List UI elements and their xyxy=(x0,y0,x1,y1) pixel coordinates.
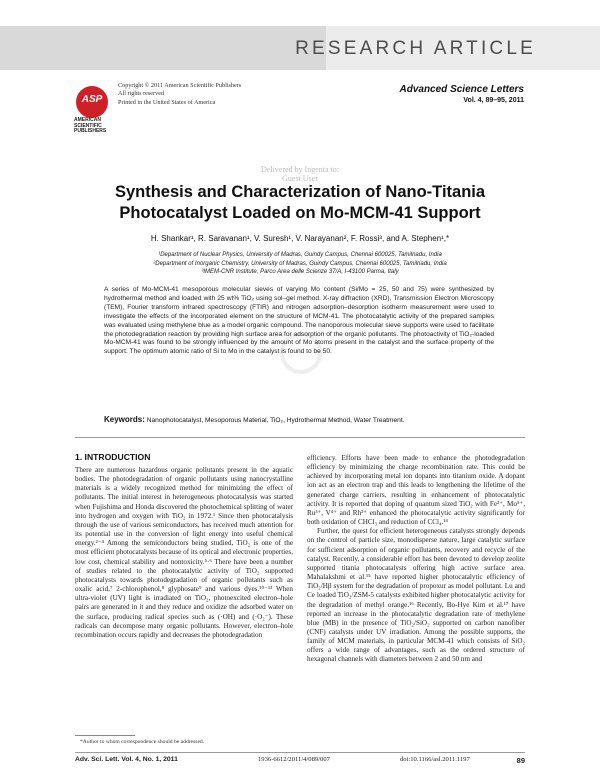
paper-title xyxy=(80,182,520,224)
article-type-label: RESEARCH ARTICLE xyxy=(295,38,536,59)
title-line: Photocatalyst Loaded on Mo-MCM-41 Support xyxy=(119,204,481,222)
keywords xyxy=(104,415,494,424)
copyright-line: Copyright © 2011 American Scientific Publishers xyxy=(118,82,242,89)
keywords-text: Nanophotocatalyst, Mesoporous Material, TiO₂, Hydrothermal Method, Water Treatment. xyxy=(146,417,405,424)
watermark-line: Delivered by Ingenta to: xyxy=(261,165,339,174)
affiliation: ²Department of Inorganic Chemistry, University of Madras, Guindy Campus, Chennai 600025, Tamilnadu, India xyxy=(153,260,447,267)
keywords-label: Keywords: xyxy=(104,415,145,424)
footer-divider xyxy=(75,752,525,753)
copyright-notice xyxy=(118,82,241,107)
right-column xyxy=(307,454,525,665)
affiliation: ³IMEM-CNR Institute, Parco Area delle Scienze 37/A, I-43100 Parma, Italy xyxy=(201,269,399,276)
copyright-line: Printed in the United States of America xyxy=(118,98,216,106)
delivery-watermark xyxy=(0,165,600,183)
copyright-line: All rights reserved xyxy=(118,90,165,98)
author-list: H. Shankar¹, R. Saravanan¹, V. Suresh¹, V. Narayanan², F. Rossi³, and A. Stephen¹,* xyxy=(150,234,450,243)
affiliation: ¹Department of Nuclear Physics, University of Madras, Guindy Campus, Chennai 600025, Tamilnadu, India xyxy=(158,252,442,258)
logo-letters: ASP xyxy=(81,94,103,105)
left-column xyxy=(75,466,293,640)
header-banner xyxy=(0,26,600,70)
logo-text-line: SCIENTIFIC xyxy=(74,122,102,129)
journal-name: Advanced Science Letters xyxy=(399,84,524,95)
logo-text-line: PUBLISHERS xyxy=(74,128,107,135)
banner-bar-left xyxy=(0,26,326,70)
watermark-line: Guest User xyxy=(282,174,318,183)
section-divider xyxy=(75,437,525,438)
footnote: *Author to whom correspondence should be addressed. xyxy=(80,739,205,745)
footer-citation: Adv. Sci. Lett. Vol. 4, No. 1, 2011 xyxy=(75,756,178,763)
body-paragraph: efficiency. Efforts have been made to enhance the photodegradation efficiency by minimizing the charge recombination rate. This could be achieved by incorporating metal ion dopants into titanium oxide. A dopant ion act as an electron trap and this leads to lengthening the lifetime of the generated charge carriers, resulting in enhancement of photocatalytic activity. It is reported that doping of quantum sized TiO₂ with Fe³⁺, Mo⁵⁺, Ru³⁺, V⁴⁺ and Rh³⁺ enhanced the photocatalytic activity significantly for both oxidation of CHCl₃ and reduction of CCl₄.¹⁴ xyxy=(307,454,525,527)
logo-text-line: AMERICAN xyxy=(74,117,101,123)
journal-volume: Vol. 4, 89–95, 2011 xyxy=(463,97,524,104)
footer-issn: 1936-6612/2011/4/089/007 xyxy=(258,756,330,763)
footer-doi: doi:10.1166/asl.2011.1197 xyxy=(400,756,470,763)
section-title: 1. INTRODUCTION xyxy=(75,452,151,462)
title-line: Synthesis and Characterization of Nano-Titania xyxy=(114,183,486,201)
affiliations xyxy=(80,251,520,277)
footnote-divider xyxy=(75,735,135,736)
body-paragraph: There are numerous hazardous organic pollutants present in the aquatic bodies. The photodegradation of organic pollutants using nanocrystalline materials is a widely recognized method for minimizing the effect of pollutants. The initial interest in heterogeneous photocatalysis was started when Fujishima and Honda discovered the photochemical splitting of water into hydrogen and oxygen with TiO₂ in 1972.¹ Since then photocatalysis through the use of various semiconductors, has received much attention for its potential use in the conversion of light energy into useful chemical energy.²⁻⁴ Among the semiconductors being studied, TiO₂ is one of the most efficient photocatalysts because of its optical and electronic properties, low cost, chemical stability and nontoxicity.⁵·⁶ There have been a number of studies related to the photocatalytic activity of TiO₂ supported photocatalysts towards photodegradation of organic pollutants such as oxalic acid,⁷ 2-chlorophenol,⁸ glyphosate⁹ and various dyes.¹⁰⁻¹³ When ultra-violet (UV) light is irradiated on TiO₂, photoexcited electron–hole pairs are generated in it and they reduce and oxidize the adsorbed water on the surface, producing radical species such as (·OH) and (·O₂⁻). These radicals can decompose many organic pollutants. However, electron–hole recombination occurs rapidly and decreases the photodegradation xyxy=(75,466,293,639)
body-paragraph: Further, the quest for efficient heterogeneous catalysts strongly depends on the control of particle size, monodisperse nature, large catalytic surface for sufficient adsorption of organic pollutants, recovery and recycle of the catalyst. Recently, a considerable effort has been devoted to develop zeolite supported titania photocatalysts offering high active surface area. Mahalakshmi et al.¹⁵ have reported higher photocatalytic efficiency of TiO₂/Hβ system for the degradation of propoxur as model pollutant. Lu and Ce loaded TiO₂/ZSM-5 catalysts exhibited higher photocatalytic activity for the degradation of methyl orange.¹⁶ Recently, Bo-Hye Kim et al.¹⁷ have reported an increase in the photocatalytic degradation rate of methylene blue (MB) in the presence of TiO₂/SiO₂ supported on carbon nanofiber (CNF) catalysts under UV irradiation. Among the possible supports, the family of MCM materials, in particular MCM-41 which consists of SiO₂ offers a wide range of advantages, such as the ordered structure of hexagonal channels with diameters between 2 and 50 nm and xyxy=(307,527,525,664)
asp-logo-icon xyxy=(76,86,108,118)
page-number: 89 xyxy=(516,756,525,765)
journal-info xyxy=(400,84,525,104)
abstract: A series of Mo-MCM-41 mesoporous molecular sieves of varying Mo content (Si/Mo = 25, 50 and 75) were synthesized by hydrothermal method and loaded with 25 wt% TiO₂ using sol–gel method. X-ray diffraction (XRD), Transmission Electron Microscopy (TEM), Fourier transform infrared spectroscopy (FTIR) and nitrogen adsorption–desorption isotherm measurement were used to investigate the effects of the incorporated element on the structure of MCM-41. The photocatalytic activity of the prepared samples was evaluated using methylene blue as a model organic compound. The nanoporous molecular sieve supports were used to facilitate the photodegradation reaction by providing high surface area for adsorption of the organic pollutants. The photoactivity of TiO₂-loaded Mo-MCM-41 was found to be strongly influenced by the amount of Mo atoms present in the catalyst and the surface property of the support. The optimum atomic ratio of Si to Mo in the catalyst is found to be 50. xyxy=(104,286,494,356)
publisher-logo-text xyxy=(74,118,114,135)
